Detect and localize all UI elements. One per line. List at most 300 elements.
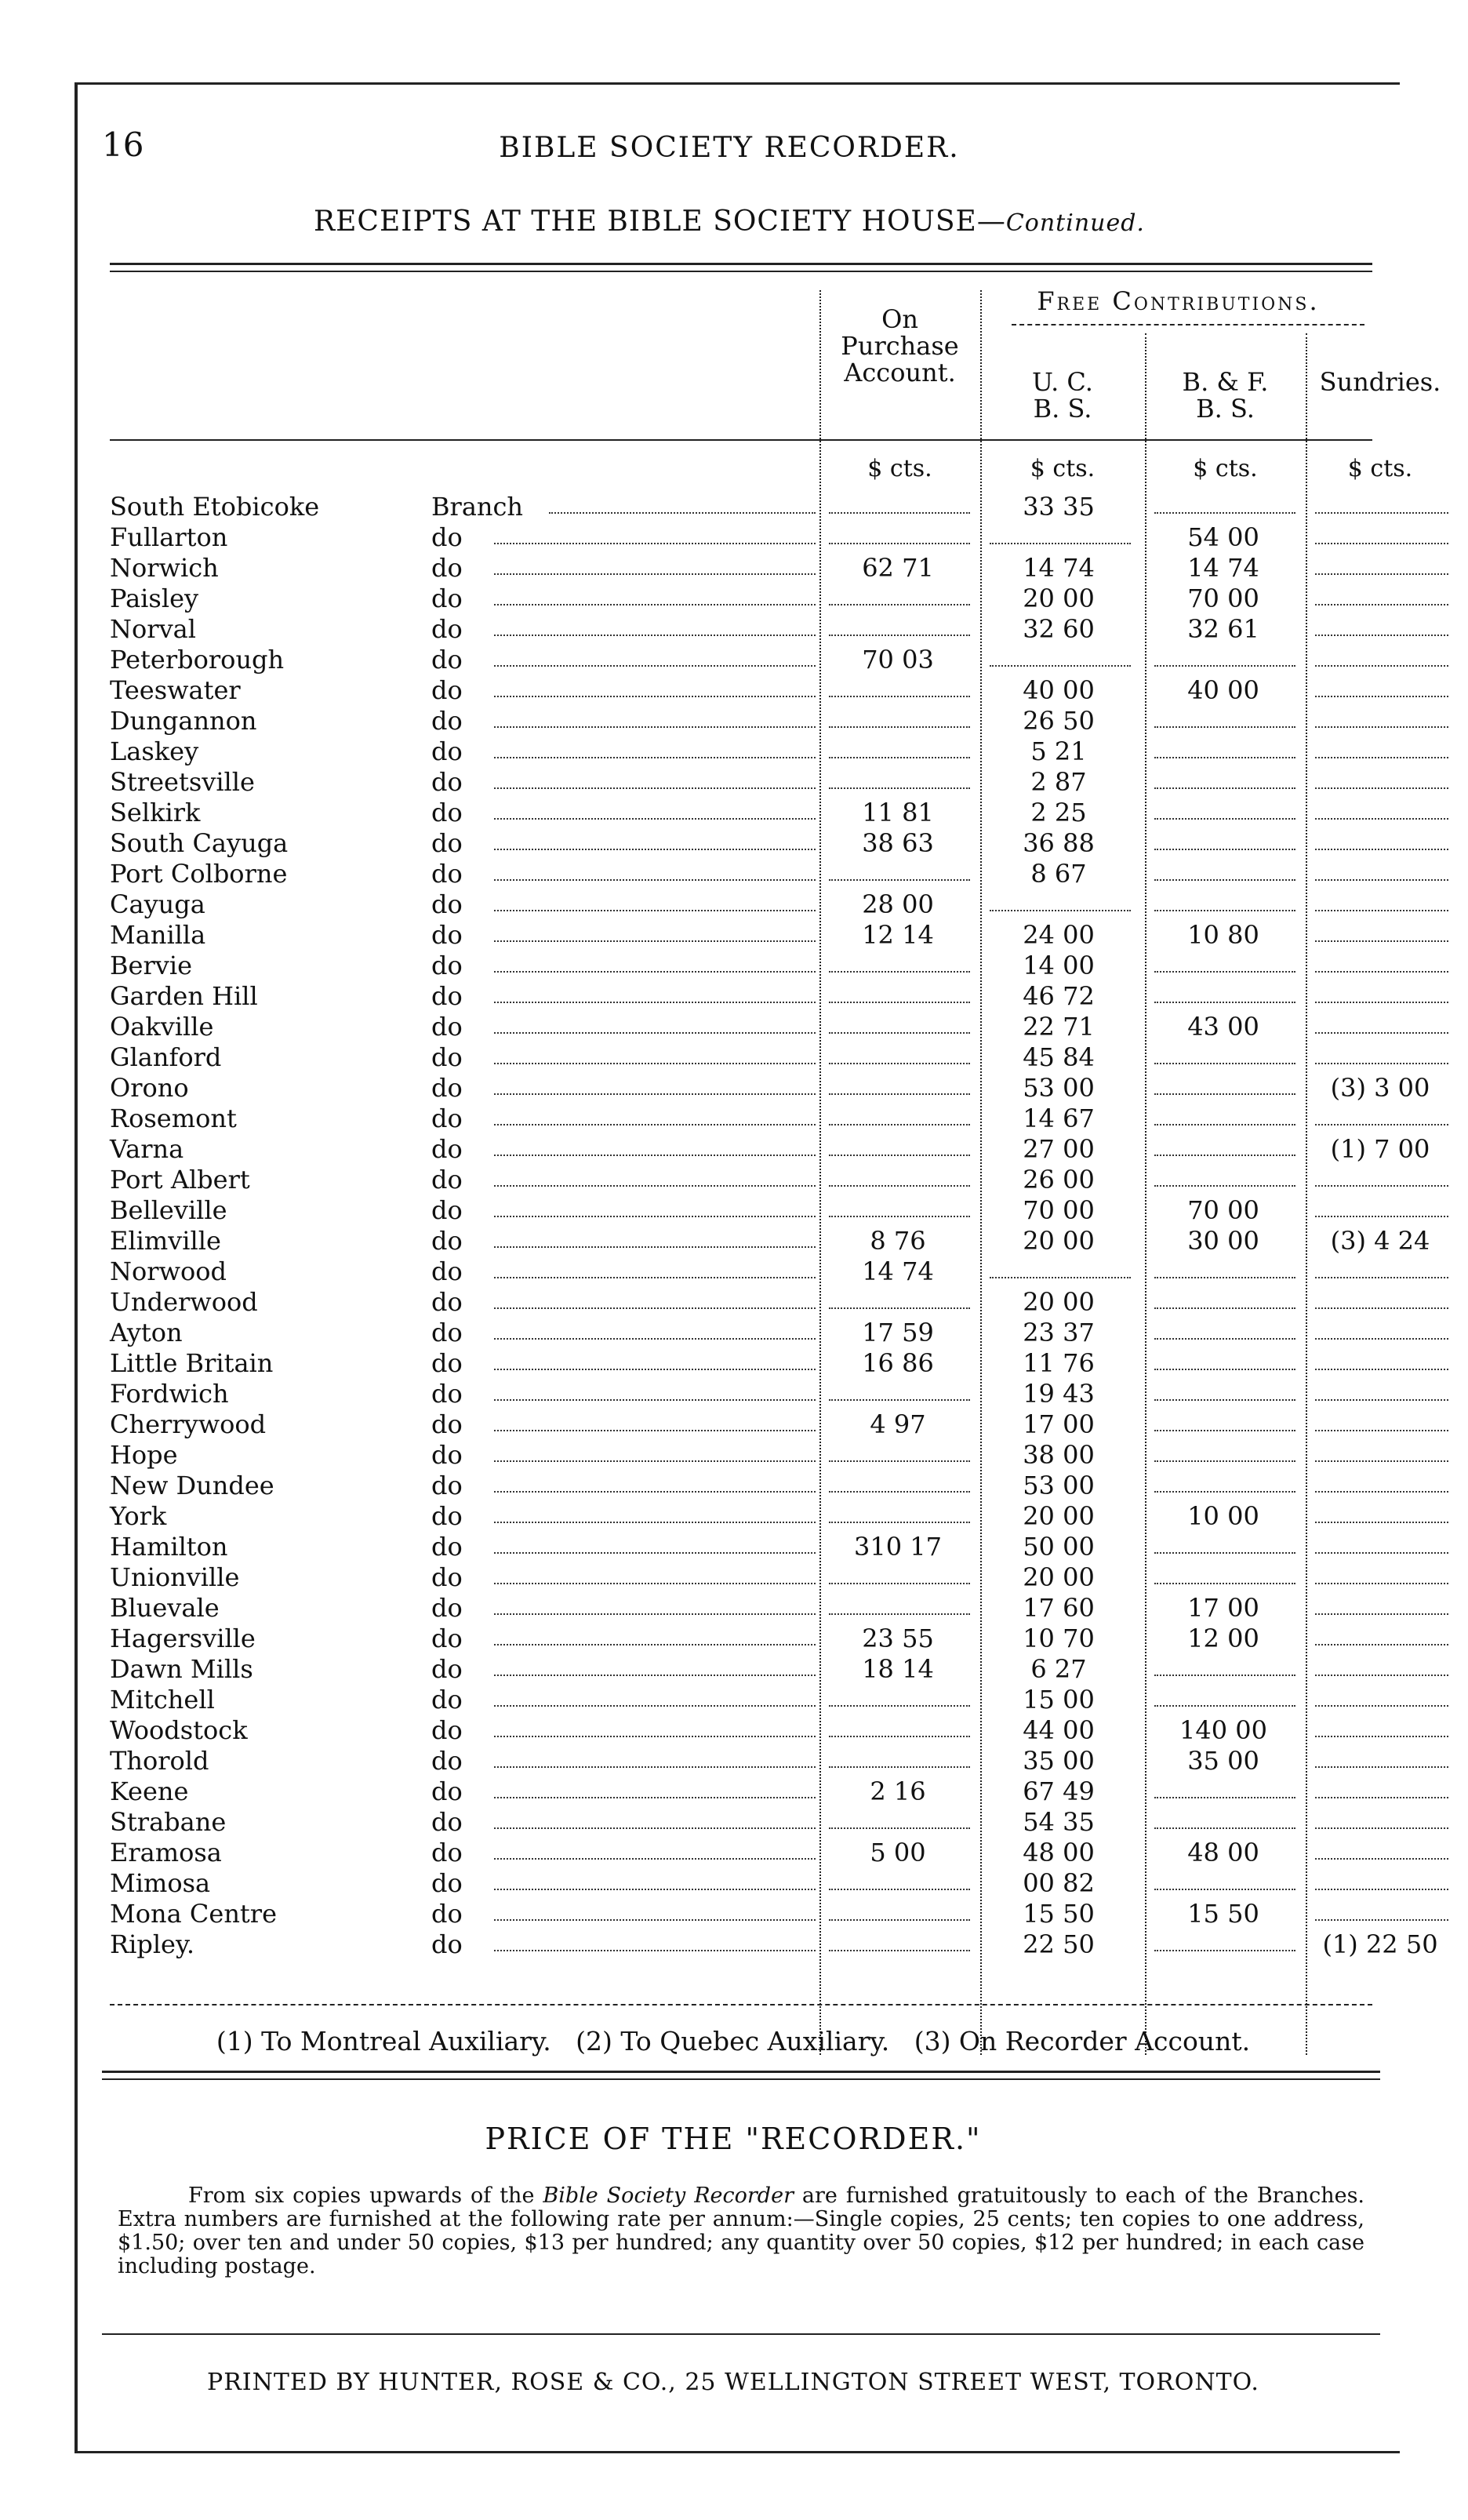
- ucbs-amount: 20 00: [1023, 1501, 1095, 1531]
- ucbs-amount: 36 88: [1023, 828, 1095, 858]
- leader-dots: [494, 1675, 816, 1676]
- table-row: [110, 889, 1372, 920]
- table-row: [110, 1868, 1372, 1899]
- purchase-empty-leader: [829, 1491, 970, 1493]
- bfbs-amount: 12 00: [1187, 1624, 1259, 1653]
- price-body-after: are furnished gratuitously to each of the Branches. Extra numbers are furnished at the following rate per annum:—Single copies, 25 cents; ten copies to one address, $1.50; over ten and under 50 copies, $13 per hundred; any quantity over 50 copies, $12 per hundred; in each case including postage.: [118, 2184, 1365, 2278]
- table-row: [110, 1776, 1372, 1807]
- purchase-amount: 2 16: [870, 1776, 926, 1806]
- branch-kind: do: [431, 675, 463, 705]
- purchase-empty-leader: [829, 1124, 970, 1125]
- leader-dots: [494, 879, 816, 881]
- leader-dots: [494, 1460, 816, 1462]
- ucbs-amount: 70 00: [1023, 1195, 1095, 1225]
- branch-kind: do: [431, 859, 463, 889]
- ucbs-amount: 2 87: [1030, 767, 1087, 797]
- price-title: PRICE OF THE "RECORDER.": [485, 2122, 982, 2156]
- leader-dots: [494, 1338, 816, 1340]
- bfbs-amount: 10 00: [1187, 1501, 1259, 1531]
- purchase-empty-leader: [829, 635, 970, 636]
- leader-dots: [494, 1093, 816, 1095]
- sundries-empty-leader: [1315, 1919, 1448, 1921]
- sundries-empty-leader: [1315, 1644, 1448, 1645]
- leader-dots: [494, 1002, 816, 1003]
- branch-name: Unionville: [110, 1562, 240, 1592]
- sundries-empty-leader: [1315, 543, 1448, 544]
- branch-name: Teeswater: [110, 675, 241, 705]
- branch-name: York: [110, 1501, 167, 1531]
- table-row: [110, 1440, 1372, 1471]
- bfbs-header-line-1: B. & F.: [1182, 367, 1269, 397]
- purchase-empty-leader: [829, 787, 970, 789]
- ucbs-amount: 14 00: [1023, 951, 1095, 980]
- leader-dots: [494, 604, 816, 605]
- leader-dots: [494, 1889, 816, 1890]
- branch-kind: do: [431, 889, 463, 919]
- purchase-empty-leader: [829, 1583, 970, 1584]
- bfbs-unit: $ cts.: [1193, 455, 1258, 482]
- purchase-amount: 14 74: [862, 1256, 934, 1286]
- ucbs-amount: 54 35: [1023, 1807, 1095, 1837]
- table-row: [110, 706, 1372, 736]
- ucbs-amount: 22 71: [1023, 1012, 1095, 1042]
- ucbs-amount: 17 00: [1023, 1409, 1095, 1439]
- branch-name: Hagersville: [110, 1624, 256, 1653]
- table-row: [110, 1348, 1372, 1379]
- footnotes: (1) To Montreal Auxiliary. (2) To Quebec Auxiliary. (3) On Recorder Account.: [216, 2026, 1251, 2056]
- leader-dots: [494, 1063, 816, 1064]
- branch-name: Manilla: [110, 920, 206, 950]
- bfbs-amount: 15 50: [1187, 1899, 1259, 1929]
- table-row: [110, 1624, 1372, 1654]
- ucbs-amount: 22 50: [1023, 1929, 1095, 1959]
- table-row: [110, 1807, 1372, 1838]
- ucbs-amount: 17 60: [1023, 1593, 1095, 1623]
- purchase-empty-leader: [829, 1705, 970, 1707]
- ucbs-amount: 5 21: [1030, 736, 1087, 766]
- purchase-empty-leader: [829, 1093, 970, 1095]
- ucbs-amount: 53 00: [1023, 1471, 1095, 1500]
- purchase-header-line-1: On: [881, 304, 918, 334]
- purchase-empty-leader: [829, 1216, 970, 1217]
- sundries-empty-leader: [1315, 910, 1448, 911]
- bfbs-empty-leader: [1154, 665, 1295, 667]
- bfbs-empty-leader: [1154, 1950, 1295, 1951]
- ucbs-amount: 2 25: [1030, 798, 1087, 827]
- leader-dots: [494, 543, 816, 544]
- ucbs-amount: 35 00: [1023, 1746, 1095, 1776]
- table-row: [110, 1899, 1372, 1929]
- table-row: [110, 1256, 1372, 1287]
- leader-dots: [494, 818, 816, 820]
- sundries-empty-leader: [1315, 1736, 1448, 1737]
- branch-kind: do: [431, 1073, 463, 1103]
- bfbs-header-line-2: B. S.: [1196, 394, 1255, 424]
- sundries-empty-leader: [1315, 1430, 1448, 1431]
- table-row: [110, 492, 1372, 522]
- bfbs-amount: 48 00: [1187, 1838, 1259, 1867]
- sundries-empty-leader: [1315, 1002, 1448, 1003]
- purchase-empty-leader: [829, 757, 970, 758]
- ucbs-empty-leader: [990, 665, 1131, 667]
- table-row: [110, 1838, 1372, 1868]
- table-row: [110, 767, 1372, 798]
- branch-name: Norwich: [110, 553, 219, 583]
- branch-kind: do: [431, 1104, 463, 1133]
- footnote-rule-2: [102, 2078, 1380, 2080]
- bfbs-empty-leader: [1154, 1583, 1295, 1584]
- title-rule-2: [110, 271, 1372, 272]
- branch-kind: do: [431, 1715, 463, 1745]
- sundries-empty-leader: [1315, 879, 1448, 881]
- purchase-unit: $ cts.: [867, 455, 932, 482]
- table-row: [110, 1042, 1372, 1073]
- bfbs-empty-leader: [1154, 1460, 1295, 1462]
- sundries-empty-leader: [1315, 1338, 1448, 1340]
- leader-dots: [494, 1644, 816, 1645]
- branch-kind: do: [431, 767, 463, 797]
- sundries-empty-leader: [1315, 1705, 1448, 1707]
- leader-dots: [494, 1919, 816, 1921]
- leader-dots: [494, 1705, 816, 1707]
- purchase-empty-leader: [829, 1399, 970, 1401]
- table-row: [110, 1471, 1372, 1501]
- bfbs-empty-leader: [1154, 910, 1295, 911]
- purchase-amount: 28 00: [862, 889, 934, 919]
- leader-dots: [494, 1491, 816, 1493]
- table-row: [110, 522, 1372, 553]
- section-title-continued: Continued.: [1005, 209, 1145, 237]
- ucbs-amount: 00 82: [1023, 1868, 1095, 1898]
- branch-kind: do: [431, 645, 463, 675]
- branch-name: Thorold: [110, 1746, 209, 1776]
- ucbs-amount: 20 00: [1023, 1562, 1095, 1592]
- bfbs-amount: 35 00: [1187, 1746, 1259, 1776]
- table-row: [110, 1226, 1430, 1256]
- ucbs-empty-leader: [990, 910, 1131, 911]
- bfbs-empty-leader: [1154, 1002, 1295, 1003]
- sundries-empty-leader: [1315, 1399, 1448, 1401]
- sundries-empty-leader: [1315, 1766, 1448, 1768]
- leader-dots: [494, 787, 816, 789]
- leader-dots: [494, 1369, 816, 1370]
- purchase-amount: 23 55: [862, 1624, 934, 1653]
- page-header: [102, 125, 1357, 173]
- bfbs-empty-leader: [1154, 1889, 1295, 1890]
- bfbs-amount: 54 00: [1187, 522, 1259, 552]
- sundries-empty-leader: [1315, 1216, 1448, 1217]
- running-title: BIBLE SOCIETY RECORDER.: [499, 132, 960, 164]
- purchase-empty-leader: [829, 1889, 970, 1890]
- branch-name: Peterborough: [110, 645, 285, 675]
- sundries-empty-leader: [1315, 635, 1448, 636]
- leader-dots: [494, 726, 816, 728]
- branch-kind: do: [431, 1440, 463, 1470]
- purchase-empty-leader: [829, 696, 970, 697]
- bfbs-empty-leader: [1154, 1491, 1295, 1493]
- branch-kind: do: [431, 1318, 463, 1347]
- bfbs-empty-leader: [1154, 1827, 1295, 1829]
- leader-dots: [494, 1736, 816, 1737]
- branch-kind: do: [431, 1899, 463, 1929]
- purchase-amount: 4 97: [870, 1409, 926, 1439]
- sundries-unit: $ cts.: [1347, 455, 1413, 482]
- branch-name: Mitchell: [110, 1685, 215, 1715]
- branch-kind: Branch: [431, 492, 524, 522]
- sundries-empty-leader: [1315, 726, 1448, 728]
- table-row: [110, 1562, 1372, 1593]
- ucbs-amount: 32 60: [1023, 614, 1095, 644]
- table-row: [110, 798, 1372, 828]
- bfbs-empty-leader: [1154, 1675, 1295, 1676]
- purchase-amount: 310 17: [854, 1532, 942, 1562]
- branch-kind: do: [431, 1165, 463, 1195]
- sundries-empty-leader: [1315, 1613, 1448, 1615]
- purchase-amount: 12 14: [862, 920, 934, 950]
- ucbs-amount: 67 49: [1023, 1776, 1095, 1806]
- leader-dots: [494, 1185, 816, 1187]
- sundries-empty-leader: [1315, 1827, 1448, 1829]
- sundries-empty-leader: [1315, 1063, 1448, 1064]
- ucbs-amount: 53 00: [1023, 1073, 1095, 1103]
- branch-kind: do: [431, 1195, 463, 1225]
- leader-dots: [494, 1277, 816, 1278]
- leader-dots: [494, 757, 816, 758]
- ucbs-amount: 19 43: [1023, 1379, 1095, 1409]
- ucbs-amount: 48 00: [1023, 1838, 1095, 1867]
- table-row: [110, 1195, 1372, 1226]
- branch-kind: do: [431, 1624, 463, 1653]
- sundries-empty-leader: [1315, 696, 1448, 697]
- sundries-empty-leader: [1315, 1277, 1448, 1278]
- sundries-empty-leader: [1315, 1491, 1448, 1493]
- title-rule-1: [110, 263, 1372, 265]
- leader-dots: [494, 1950, 816, 1951]
- ucbs-amount: 20 00: [1023, 584, 1095, 613]
- bfbs-empty-leader: [1154, 726, 1295, 728]
- ucbs-amount: 8 67: [1030, 859, 1087, 889]
- purchase-amount: 5 00: [870, 1838, 926, 1867]
- table-row: [110, 828, 1372, 859]
- leader-dots: [494, 1858, 816, 1860]
- branch-name: Mimosa: [110, 1868, 211, 1898]
- purchase-empty-leader: [829, 1307, 970, 1309]
- branch-kind: do: [431, 1256, 463, 1286]
- purchase-amount: 70 03: [862, 645, 934, 675]
- branch-kind: do: [431, 553, 463, 583]
- branch-kind: do: [431, 828, 463, 858]
- leader-dots: [494, 910, 816, 911]
- page-number: 16: [102, 125, 144, 164]
- branch-kind: do: [431, 1409, 463, 1439]
- ucbs-amount: 26 00: [1023, 1165, 1095, 1195]
- sundries-empty-leader: [1315, 818, 1448, 820]
- branch-name: Paisley: [110, 584, 199, 613]
- branch-name: Ayton: [110, 1318, 183, 1347]
- ucbs-amount: 11 76: [1023, 1348, 1095, 1378]
- bfbs-amount: 17 00: [1187, 1593, 1259, 1623]
- purchase-empty-leader: [829, 726, 970, 728]
- purchase-header-line-3: Account.: [844, 358, 956, 387]
- table-row: [110, 645, 1372, 675]
- footnote-rule-1: [102, 2071, 1380, 2073]
- free-contributions-header: Free Contributions.: [1037, 286, 1320, 316]
- bfbs-empty-leader: [1154, 1063, 1295, 1064]
- bfbs-empty-leader: [1154, 849, 1295, 850]
- bfbs-empty-leader: [1154, 1124, 1295, 1125]
- table-row: [110, 1685, 1372, 1715]
- bfbs-empty-leader: [1154, 879, 1295, 881]
- branch-name: Eramosa: [110, 1838, 222, 1867]
- bfbs-amount: 10 80: [1187, 920, 1259, 950]
- ucbs-amount: 6 27: [1030, 1654, 1087, 1684]
- sundries-empty-leader: [1315, 1552, 1448, 1554]
- branch-name: New Dundee: [110, 1471, 274, 1500]
- leader-dots: [494, 971, 816, 973]
- branch-kind: do: [431, 1348, 463, 1378]
- purchase-empty-leader: [829, 1522, 970, 1523]
- bfbs-empty-leader: [1154, 818, 1295, 820]
- branch-name: Fordwich: [110, 1379, 229, 1409]
- table-row: [110, 1715, 1372, 1746]
- purchase-empty-leader: [829, 1950, 970, 1951]
- leader-dots: [494, 1124, 816, 1125]
- branch-kind: do: [431, 614, 463, 644]
- branch-kind: do: [431, 584, 463, 613]
- purchase-empty-leader: [829, 512, 970, 514]
- table-row: [110, 736, 1372, 767]
- bfbs-amount: 14 74: [1187, 553, 1259, 583]
- bfbs-empty-leader: [1154, 1185, 1295, 1187]
- ucbs-amount: 23 37: [1023, 1318, 1095, 1347]
- branch-kind: do: [431, 951, 463, 980]
- branch-name: Hamilton: [110, 1532, 228, 1562]
- bfbs-empty-leader: [1154, 512, 1295, 514]
- bfbs-empty-leader: [1154, 1705, 1295, 1707]
- sundries-empty-leader: [1315, 757, 1448, 758]
- leader-dots: [494, 1797, 816, 1798]
- purchase-amount: 8 76: [870, 1226, 926, 1256]
- table-bottom-rule: [110, 2004, 1372, 2005]
- purchase-empty-leader: [829, 1063, 970, 1064]
- sundries-empty-leader: [1315, 1858, 1448, 1860]
- leader-dots: [494, 1552, 816, 1554]
- top-rule: [74, 82, 1400, 85]
- branch-name: Dungannon: [110, 706, 257, 736]
- leader-dots: [494, 1155, 816, 1156]
- table-row: [110, 1654, 1372, 1685]
- table-row: [110, 1012, 1372, 1042]
- bfbs-header: [1145, 369, 1306, 422]
- purchase-amount: 18 14: [862, 1654, 934, 1684]
- table-row: [110, 1929, 1438, 1960]
- branch-name: Keene: [110, 1776, 189, 1806]
- ucbs-empty-leader: [990, 1277, 1131, 1278]
- table-row: [110, 1532, 1372, 1562]
- bfbs-amount: 70 00: [1187, 584, 1259, 613]
- branch-kind: do: [431, 981, 463, 1011]
- branch-kind: do: [431, 1471, 463, 1500]
- branch-name: Port Albert: [110, 1165, 250, 1195]
- header-bottom-rule: [110, 439, 1372, 441]
- sundries-empty-leader: [1315, 971, 1448, 973]
- bfbs-empty-leader: [1154, 1338, 1295, 1340]
- bfbs-empty-leader: [1154, 1093, 1295, 1095]
- sundries-empty-leader: [1315, 1460, 1448, 1462]
- branch-kind: do: [431, 1501, 463, 1531]
- ucbs-amount: 14 74: [1023, 553, 1095, 583]
- purchase-amount: 62 71: [862, 553, 934, 583]
- bfbs-empty-leader: [1154, 1797, 1295, 1798]
- branch-name: Underwood: [110, 1287, 258, 1317]
- branch-kind: do: [431, 1776, 463, 1806]
- purchase-empty-leader: [829, 1613, 970, 1615]
- branch-kind: do: [431, 798, 463, 827]
- branch-name: Cayuga: [110, 889, 205, 919]
- leader-dots: [494, 1583, 816, 1584]
- branch-name: Dawn Mills: [110, 1654, 253, 1684]
- purchase-empty-leader: [829, 1185, 970, 1187]
- ucbs-amount: 27 00: [1023, 1134, 1095, 1164]
- ucbs-amount: 40 00: [1023, 675, 1095, 705]
- branch-name: Elimville: [110, 1226, 221, 1256]
- bfbs-empty-leader: [1154, 1430, 1295, 1431]
- purchase-empty-leader: [829, 1155, 970, 1156]
- leader-dots: [494, 1307, 816, 1309]
- purchase-empty-leader: [829, 1827, 970, 1829]
- sundries-empty-leader: [1315, 1583, 1448, 1584]
- ucbs-header: [980, 369, 1145, 422]
- sundries-empty-leader: [1315, 1797, 1448, 1798]
- ucbs-unit: $ cts.: [1030, 455, 1096, 482]
- table-row: [110, 553, 1372, 584]
- leader-dots: [494, 940, 816, 942]
- branch-kind: do: [431, 1532, 463, 1562]
- bottom-rule: [74, 2451, 1400, 2453]
- branch-name: Varna: [110, 1134, 184, 1164]
- purchase-empty-leader: [829, 879, 970, 881]
- leader-dots: [494, 1399, 816, 1401]
- purchase-amount: 38 63: [862, 828, 934, 858]
- bfbs-empty-leader: [1154, 1552, 1295, 1554]
- price-body-italic: Bible Society Recorder: [543, 2184, 794, 2208]
- table-row: [110, 1409, 1372, 1440]
- purchase-amount: 11 81: [862, 798, 934, 827]
- branch-kind: do: [431, 1562, 463, 1592]
- sundries-empty-leader: [1315, 1675, 1448, 1676]
- branch-kind: do: [431, 706, 463, 736]
- leader-dots: [494, 1216, 816, 1217]
- branch-kind: do: [431, 1746, 463, 1776]
- branch-name: Ripley.: [110, 1929, 194, 1959]
- leader-dots: [494, 1032, 816, 1034]
- branch-name: Bluevale: [110, 1593, 220, 1623]
- branch-name: Belleville: [110, 1195, 227, 1225]
- printer-rule: [102, 2333, 1380, 2335]
- purchase-empty-leader: [829, 1766, 970, 1768]
- purchase-empty-leader: [829, 1460, 970, 1462]
- branch-name: Mona Centre: [110, 1899, 278, 1929]
- bfbs-amount: 40 00: [1187, 675, 1259, 705]
- price-body: [118, 2184, 1364, 2278]
- leader-dots: [494, 1613, 816, 1615]
- branch-kind: do: [431, 1134, 463, 1164]
- section-title: [102, 205, 1357, 238]
- sundries-empty-leader: [1315, 604, 1448, 605]
- branch-name: Cherrywood: [110, 1409, 267, 1439]
- leader-dots: [494, 1522, 816, 1523]
- table-row: [110, 1318, 1372, 1348]
